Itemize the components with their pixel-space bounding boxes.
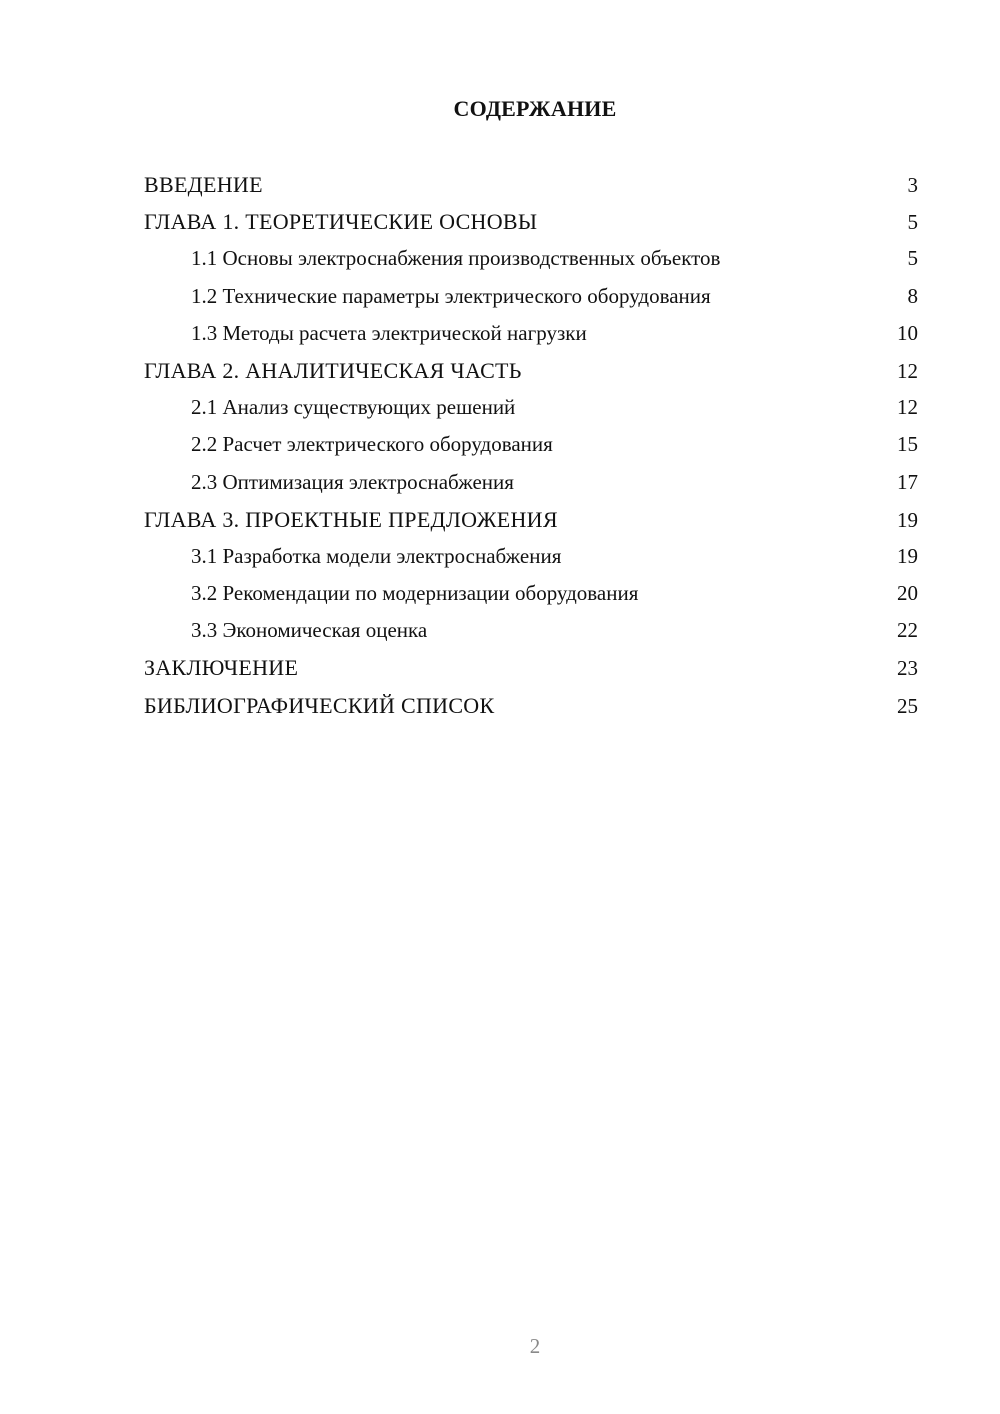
- toc-entry-section-2-3: [144, 464, 918, 501]
- toc-entry-page: 22: [897, 618, 918, 643]
- toc-entry-label: ГЛАВА 2. АНАЛИТИЧЕСКАЯ ЧАСТЬ: [144, 357, 522, 383]
- toc-entry-label: 1.1 Основы электроснабжения производственных объектов: [191, 246, 721, 271]
- toc-entry-page: 25: [897, 693, 918, 718]
- toc-entry-label: 2.1 Анализ существующих решений: [191, 395, 516, 420]
- toc-entry-label: 2.3 Оптимизация электроснабжения: [191, 469, 514, 494]
- toc-entry-label: 1.2 Технические параметры электрического оборудования: [191, 283, 711, 308]
- toc-entry-page: 5: [907, 246, 918, 271]
- toc-entry-page: 20: [897, 581, 918, 606]
- toc-entry-label: ГЛАВА 1. ТЕОРЕТИЧЕСКИЕ ОСНОВЫ: [144, 209, 538, 235]
- toc-entry-section-3-1: [144, 538, 918, 575]
- toc-entry-page: 12: [897, 395, 918, 420]
- toc-entry-page: 23: [897, 656, 918, 681]
- toc-entry-chapter-2: [144, 352, 918, 389]
- toc-entry-label: 2.2 Расчет электрического оборудования: [191, 432, 553, 457]
- toc-entry-page: 8: [907, 283, 918, 308]
- toc-entry-page: 10: [897, 320, 918, 345]
- toc-entry-section-1-2: [144, 278, 918, 315]
- toc-entry-page: 19: [897, 543, 918, 568]
- toc-entry-page: 5: [907, 210, 918, 235]
- toc-entry-label: 1.3 Методы расчета электрической нагрузки: [191, 320, 587, 345]
- toc-entry-label: 3.3 Экономическая оценка: [191, 618, 428, 643]
- toc-title: СОДЕРЖАНИЕ: [453, 96, 617, 121]
- toc-entry-section-1-3: [144, 315, 918, 352]
- toc-entry-label: ВВЕДЕНИЕ: [144, 172, 263, 197]
- toc-entry-page: 3: [907, 173, 918, 197]
- toc-entry-chapter-1: [144, 203, 918, 240]
- toc-entry-label: ГЛАВА 3. ПРОЕКТНЫЕ ПРЕДЛОЖЕНИЯ: [144, 506, 558, 532]
- toc-entry-label: ЗАКЛЮЧЕНИЕ: [144, 655, 299, 681]
- toc-entry-label: 3.2 Рекомендации по модернизации оборудования: [191, 581, 639, 606]
- toc-entry-bibliography: [144, 687, 918, 724]
- toc-entry-section-3-3: [144, 612, 918, 649]
- toc-entry-label: 3.1 Разработка модели электроснабжения: [191, 543, 562, 568]
- table-of-contents: [144, 166, 918, 724]
- toc-entry-section-2-1: [144, 389, 918, 426]
- toc-entry-section-3-2: [144, 575, 918, 612]
- toc-entry-introduction: [144, 166, 918, 203]
- toc-entry-conclusion: [144, 649, 918, 686]
- page-number: 2: [529, 1334, 541, 1358]
- toc-entry-page: 17: [897, 469, 918, 494]
- toc-entry-page: 19: [897, 507, 918, 532]
- toc-entry-section-1-1: [144, 240, 918, 277]
- toc-entry-section-2-2: [144, 426, 918, 463]
- toc-entry-page: 15: [897, 432, 918, 457]
- toc-entry-label: БИБЛИОГРАФИЧЕСКИЙ СПИСОК: [144, 692, 495, 718]
- toc-entry-chapter-3: [144, 501, 918, 538]
- toc-entry-page: 12: [897, 358, 918, 383]
